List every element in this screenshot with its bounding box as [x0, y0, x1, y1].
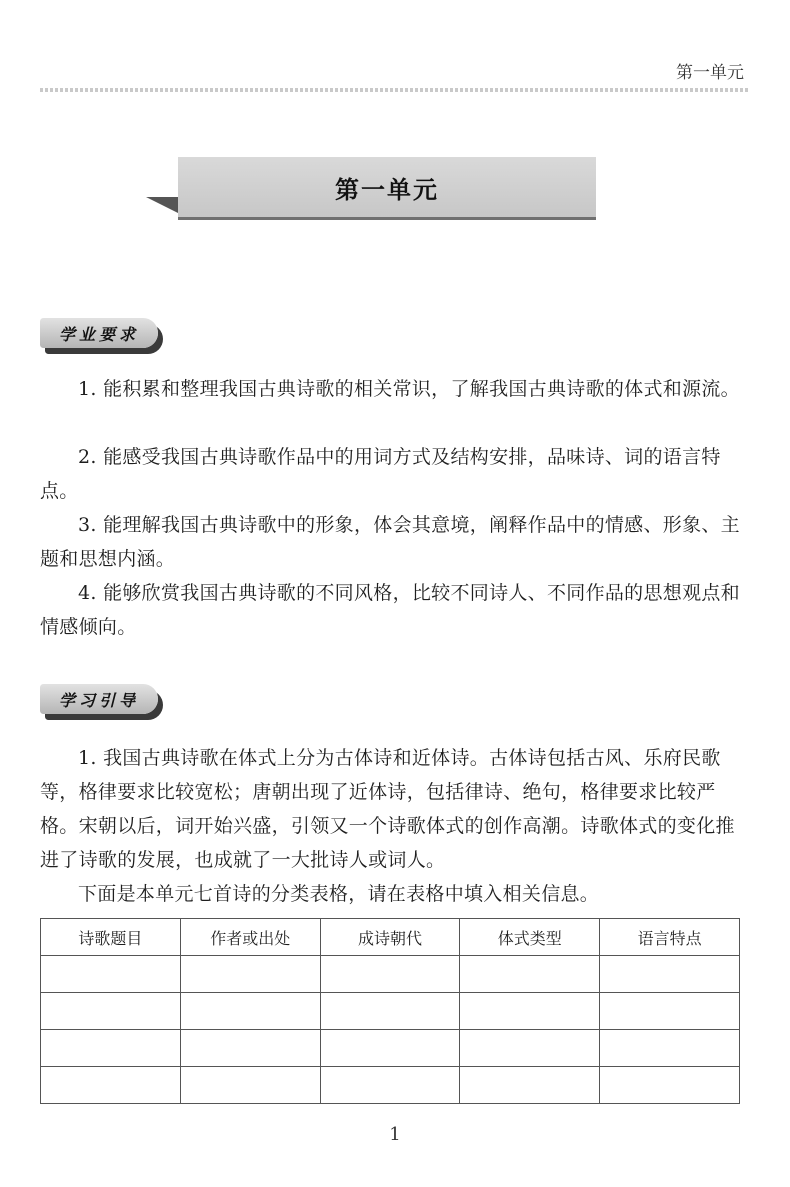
- table-cell[interactable]: [600, 1067, 740, 1104]
- running-header: 第一单元: [676, 63, 744, 83]
- col-header-language: 语言特点: [600, 919, 740, 956]
- table-cell[interactable]: [180, 1067, 320, 1104]
- table-cell[interactable]: [460, 1067, 600, 1104]
- table-cell[interactable]: [41, 993, 181, 1030]
- table-cell[interactable]: [320, 956, 460, 993]
- table-header-row: [41, 919, 740, 956]
- col-header-dynasty: 成诗朝代: [320, 919, 460, 956]
- table-cell[interactable]: [600, 956, 740, 993]
- table-intro: 下面是本单元七首诗的分类表格，请在表格中填入相关信息。: [78, 883, 600, 905]
- requirement-item-2: 2. 能感受我国古典诗歌作品中的用词方式及结构安排，品味诗、词的语言特点。: [40, 446, 721, 502]
- table-cell[interactable]: [600, 993, 740, 1030]
- table-cell[interactable]: [600, 1030, 740, 1067]
- table-cell[interactable]: [320, 993, 460, 1030]
- unit-title: 第一单元: [335, 175, 439, 204]
- classification-table: [40, 918, 740, 1104]
- table-cell[interactable]: [41, 1030, 181, 1067]
- unit-banner: [146, 157, 598, 221]
- table-row: [41, 1067, 740, 1104]
- requirement-item-3: 3. 能理解我国古典诗歌中的形象，体会其意境，阐释作品中的情感、形象、主题和思想内涵。: [40, 514, 740, 570]
- section-label-guide: 学习引导: [58, 690, 139, 710]
- col-header-title: 诗歌题目: [41, 919, 181, 956]
- col-header-author: 作者或出处: [180, 919, 320, 956]
- table-cell[interactable]: [460, 993, 600, 1030]
- table-cell[interactable]: [180, 1030, 320, 1067]
- table-cell[interactable]: [180, 993, 320, 1030]
- section-label-requirements: 学业要求: [58, 324, 139, 344]
- table-row: [41, 993, 740, 1030]
- col-header-form: 体式类型: [460, 919, 600, 956]
- header-rule: [40, 88, 750, 92]
- table-cell[interactable]: [460, 1030, 600, 1067]
- section-tag-guide: [40, 684, 168, 724]
- table-cell[interactable]: [320, 1067, 460, 1104]
- requirement-item-4: 4. 能够欣赏我国古典诗歌的不同风格，比较不同诗人、不同作品的思想观点和情感倾向。: [40, 582, 740, 638]
- section-tag-requirements: [40, 318, 168, 358]
- page-number: 1: [389, 1124, 401, 1145]
- table-cell[interactable]: [41, 956, 181, 993]
- table-row: [41, 1030, 740, 1067]
- requirement-item-1: 1. 能积累和整理我国古典诗歌的相关常识，了解我国古典诗歌的体式和源流。: [78, 378, 740, 400]
- table-row: [41, 956, 740, 993]
- banner-box: [178, 157, 596, 220]
- table-cell[interactable]: [41, 1067, 181, 1104]
- table-cell[interactable]: [320, 1030, 460, 1067]
- table-cell[interactable]: [180, 956, 320, 993]
- table-cell[interactable]: [460, 956, 600, 993]
- guide-paragraph: 1. 我国古典诗歌在体式上分为古体诗和近体诗。古体诗包括古风、乐府民歌等，格律要求比较宽松；唐朝出现了近体诗，包括律诗、绝句，格律要求比较严格。宋朝以后，词开始兴盛，引领又一个诗歌体式的创作高潮。诗歌体式的变化推进了诗歌的发展，也成就了一大批诗人或词人。: [40, 747, 735, 871]
